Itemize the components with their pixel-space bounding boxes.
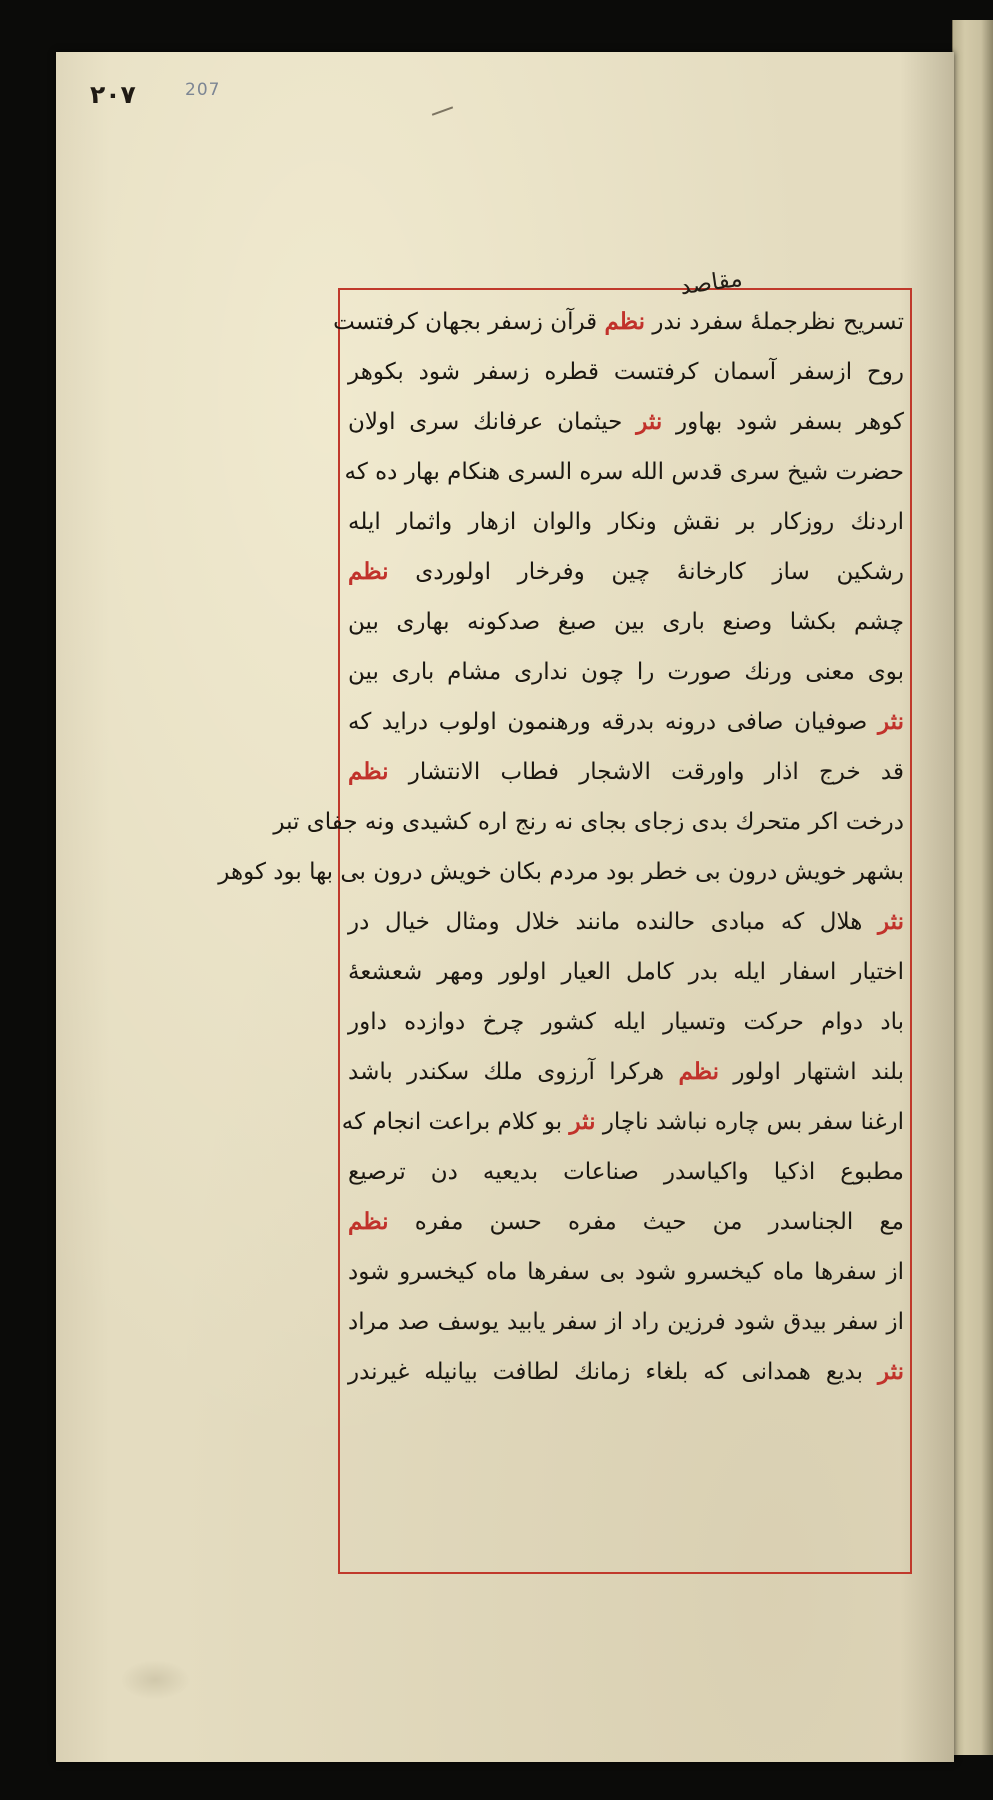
line-text: روح ازسفر آسمان کرفتست قطره زسفر شود بکوهر xyxy=(348,359,904,385)
line-text: درخت اکر متحرك بدی زجای بجای نه رنج اره کشیدی ونه جفای تبر xyxy=(273,809,904,835)
text-line-17 xyxy=(341,1097,904,1147)
text-line-20 xyxy=(348,1247,904,1297)
line-text: قد خرج اذار واورقت الاشجار فطاب الانتشار xyxy=(388,759,904,785)
rubric-word: نظم xyxy=(348,1208,389,1235)
line-text: بدیع همدانی که بلغاء زمانك لطافت بیانیله غیرندر xyxy=(348,1359,878,1385)
text-line-8 xyxy=(348,647,904,697)
line-text: بلند اشتهار اولور xyxy=(719,1059,904,1085)
text-line-10 xyxy=(348,747,904,797)
line-text: قرآن زسفر بجهان کرفتست xyxy=(333,309,605,335)
line-text: صوفیان صافی درونه بدرقه ورهنمون اولوب دراید که xyxy=(348,709,878,735)
text-line-4 xyxy=(344,447,904,497)
line-text: حیثمان عرفانك سری اولان xyxy=(348,409,637,435)
line-text: بو کلام براعت انجام که xyxy=(341,1109,570,1135)
line-text: از سفرها ماه کیخسرو شود بی سفرها ماه کیخسرو شود xyxy=(348,1259,904,1285)
text-line-5 xyxy=(348,497,904,547)
line-text: مع الجناسدر من حیث مفره حسن مفره xyxy=(388,1209,904,1235)
line-text: کوهر بسفر شود بهاور xyxy=(662,409,904,435)
text-line-18 xyxy=(348,1147,904,1197)
rubric-word: نثر xyxy=(569,1108,596,1135)
folio-number-pencil: 207 xyxy=(185,80,221,100)
text-line-16 xyxy=(348,1047,904,1097)
line-text: هلال که مبادی حالنده مانند خلال ومثال خیال در xyxy=(348,909,878,935)
rubric-word: نظم xyxy=(348,758,389,785)
line-text: بوی معنی ورنك صورت را چون نداری مشام باری بین xyxy=(348,659,904,685)
line-text: باد دوام حرکت وتسیار ایله کشور چرخ دوازده داور xyxy=(348,1009,904,1035)
line-text: هرکرا آرزوی ملك سکندر باشد xyxy=(348,1059,679,1085)
text-line-22 xyxy=(348,1347,904,1397)
line-text: تسریح نظرجملهٔ سفرد ندر xyxy=(645,309,904,335)
text-line-3 xyxy=(348,397,904,447)
text-line-9 xyxy=(348,697,904,747)
folio-number-ink: ۲۰۷ xyxy=(90,80,136,109)
text-line-13 xyxy=(348,897,904,947)
text-line-19 xyxy=(348,1197,904,1247)
rubric-word: نظم xyxy=(678,1058,720,1085)
line-text: ارغنا سفر بس چاره نباشد ناچار xyxy=(595,1109,904,1135)
text-line-7 xyxy=(348,597,904,647)
text-line-1 xyxy=(333,297,904,347)
rubric-word: نظم xyxy=(348,558,389,585)
text-line-14 xyxy=(348,947,904,997)
page-stain xyxy=(120,1660,190,1700)
line-text: مطبوع اذکیا واکیاسدر صناعات بدیعیه دن ترصیع xyxy=(348,1159,904,1185)
line-text: حضرت شیخ سری قدس الله سره السری هنکام بهار ده که xyxy=(344,459,904,485)
text-line-15 xyxy=(348,997,904,1047)
page-edges-stack xyxy=(952,20,993,1755)
rubric-word: نثر xyxy=(877,1358,904,1385)
line-text: بشهر خویش درون بی خطر بود مردم بکان خویش درون بی بها بود کوهر xyxy=(218,859,904,885)
rubric-word: نثر xyxy=(877,708,904,735)
rubric-word: نثر xyxy=(636,408,663,435)
catchword: مقاصد xyxy=(678,265,745,301)
text-lines xyxy=(218,297,904,1397)
line-text: اختیار اسفار ایله بدر کامل العیار اولور ومهر شعشعهٔ xyxy=(348,959,904,985)
text-line-12 xyxy=(218,847,904,897)
rubric-word: نثر xyxy=(877,908,904,935)
line-text: اردنك روزکار بر نقش ونکار والوان ازهار واثمار ایله xyxy=(348,509,904,535)
line-text: چشم بکشا وصنع باری بین صبغ صدکونه بهاری بین xyxy=(348,609,904,635)
text-line-6 xyxy=(348,547,904,597)
line-text: از سفر بیدق شود فرزین راد از سفر یابید یوسف صد مراد xyxy=(348,1309,904,1335)
text-line-2 xyxy=(348,347,904,397)
text-line-21 xyxy=(348,1297,904,1347)
text-line-11 xyxy=(273,797,904,847)
rubric-word: نظم xyxy=(604,308,646,335)
line-text: رشکین ساز کارخانهٔ چین وفرخار اولوردی xyxy=(388,559,904,585)
